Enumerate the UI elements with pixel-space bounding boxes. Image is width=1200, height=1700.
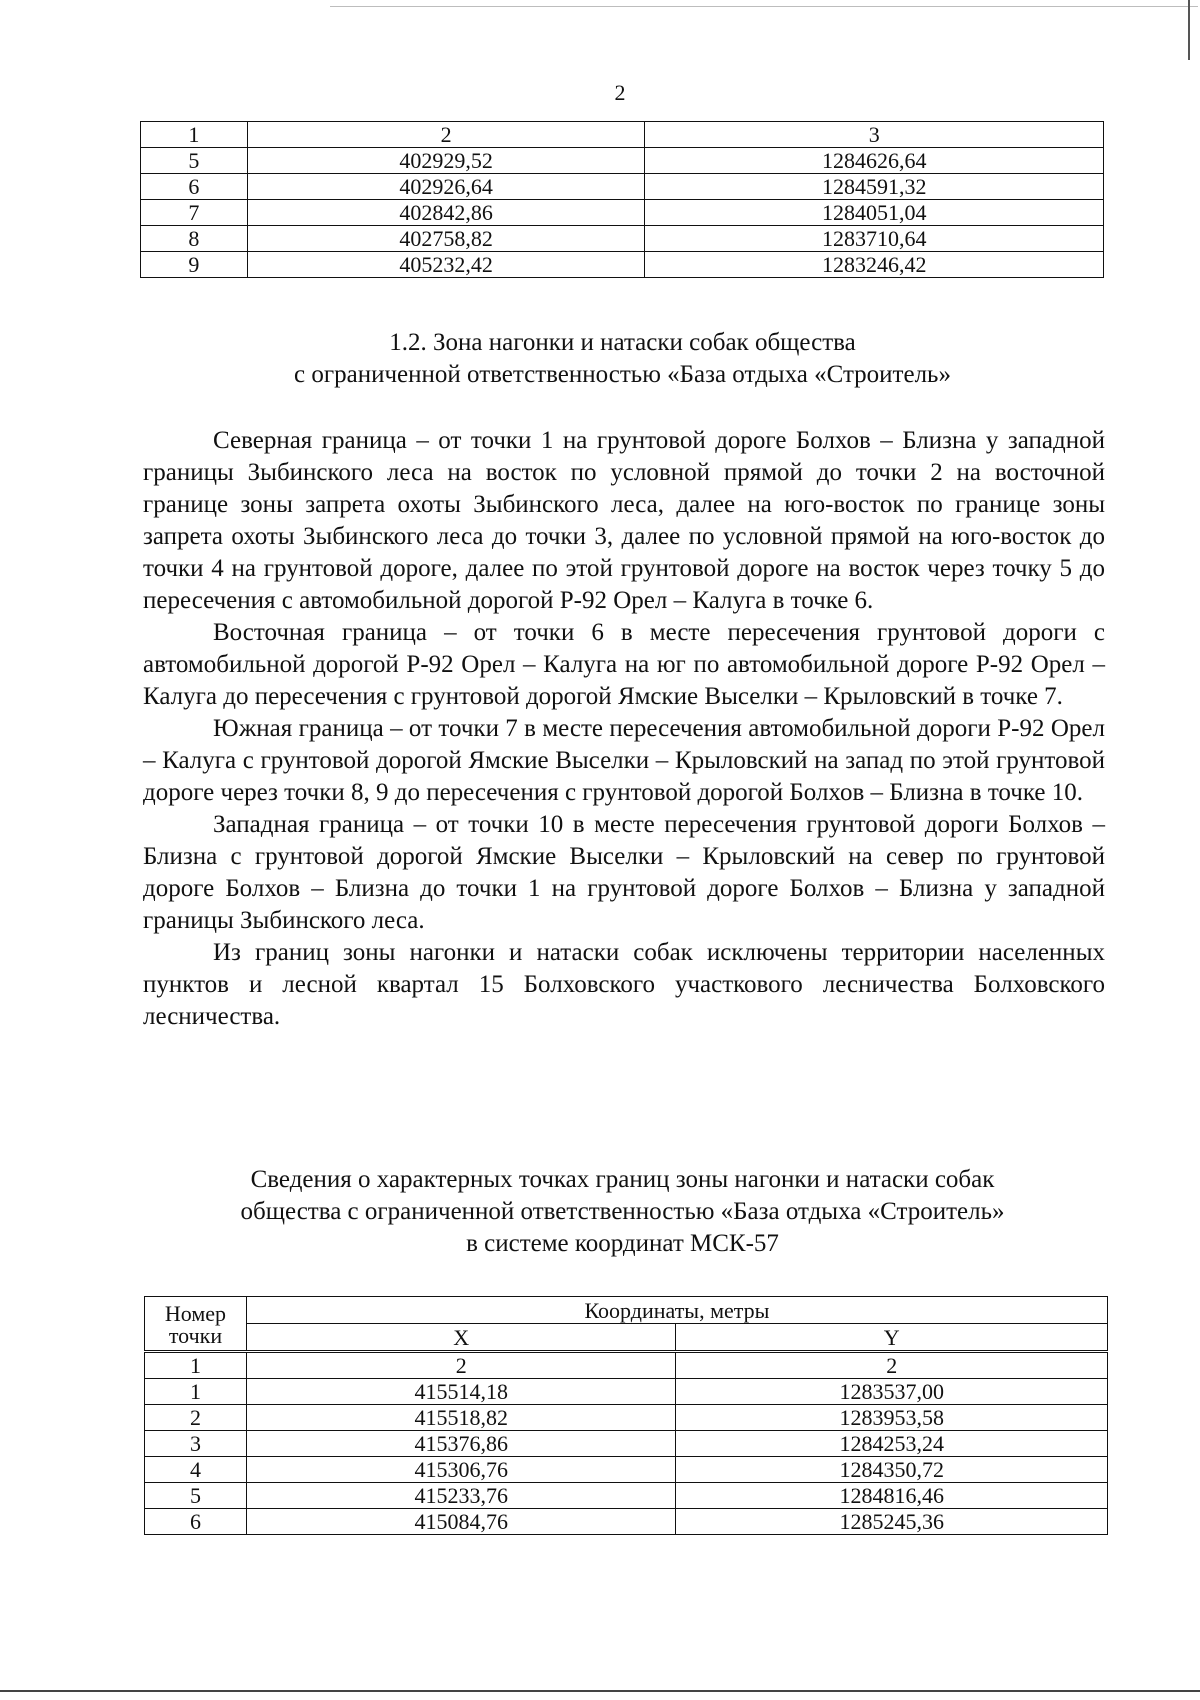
column-numbering-row [145,1352,1108,1379]
table-cell: 2 [145,1405,247,1431]
table-cell: 1 [145,1352,247,1379]
table-row [145,1379,1108,1405]
table-row [141,252,1104,278]
table-cell: 402929,52 [247,148,645,174]
table-cell: 402926,64 [247,174,645,200]
table-cell: 5 [145,1483,247,1509]
y-header: Y [676,1324,1108,1352]
coordinates-table [144,1296,1108,1535]
table-cell: 405232,42 [247,252,645,278]
table-cell: 1285245,36 [676,1509,1108,1535]
table-cell: 4 [145,1457,247,1483]
table-cell: 3 [645,122,1104,148]
boundary-description [143,425,1105,1033]
table-cell: 6 [145,1509,247,1535]
table-cell: 415514,18 [246,1379,676,1405]
point-number-header [145,1297,247,1352]
table-row [145,1431,1108,1457]
table-cell: 8 [141,226,248,252]
table-cell: 415376,86 [246,1431,676,1457]
x-header: X [246,1324,676,1352]
table-cell: 1284051,04 [645,200,1104,226]
header-text: Номер [164,1300,227,1326]
table-title-line: в системе координат МСК-57 [466,1230,779,1257]
table-cell: 1283710,64 [645,226,1104,252]
table-cell: 402842,86 [247,200,645,226]
section-heading-line: 1.2. Зона нагонки и натаски собак общества [389,329,856,356]
table-title-line: общества с ограниченной ответственностью «База отдыха «Строитель» [240,1198,1005,1225]
table-cell: 2 [247,122,645,148]
scan-edge-top [330,6,1198,7]
table-cell: 1283246,42 [645,252,1104,278]
table-header-row [145,1324,1108,1352]
table-cell: 2 [246,1352,676,1379]
table-cell: 6 [141,174,248,200]
table-row [145,1483,1108,1509]
header-text: точки [168,1322,223,1348]
table-cell: 415084,76 [246,1509,676,1535]
table-cell: 1284591,32 [645,174,1104,200]
scan-edge-bottom [0,1690,1200,1692]
paragraph-west-boundary: Западная граница – от точки 10 в месте пересечения грунтовой дороги Болхов – Близна с грунтовой дорогой Ямские Выселки – Крыловский на север по грунтовой дороге Болхов – Близна до точки 1 на грунтовой дороге Болхов – Близна у западной границы Зыбинского леса. [143,811,1105,934]
table-cell: 9 [141,252,248,278]
table-row [141,148,1104,174]
table-cell: 1284350,72 [676,1457,1108,1483]
section-heading [0,327,1200,391]
table-row [145,1457,1108,1483]
table-header-row [145,1297,1108,1324]
table-cell: 5 [141,148,248,174]
table-cell: 1283953,58 [676,1405,1108,1431]
coordinates-header: Координаты, метры [246,1297,1107,1324]
table-cell: 7 [141,200,248,226]
paragraph-north-boundary: Северная граница – от точки 1 на грунтовой дороге Болхов – Близна у западной границы Зыбинского леса на восток по условной прямой до точки 2 на восточной границе зоны запрета охоты Зыбинского леса, далее на юго-восток по границе зоны запрета охоты Зыбинского леса до точки 3, далее по условной прямой на юго-восток до точки 4 на грунтовой дороге, далее по этой грунтовой дороге на восток через точку 5 до пересечения с автомобильной дорогой Р-92 Орел – Калуга в точке 6. [143,427,1105,614]
table-title [0,1164,1200,1260]
paragraph-south-boundary: Южная граница – от точки 7 в месте пересечения автомобильной дороги Р-92 Орел – Калуга с грунтовой дорогой Ямские Выселки – Крыловский на запад по этой грунтовой дороге через точки 8, 9 до пересечения с грунтовой дорогой Болхов – Близна в точке 10. [143,715,1105,806]
table-row [145,1405,1108,1431]
table-title-line: Сведения о характерных точках границ зоны нагонки и натаски собак [250,1166,995,1193]
table-row [141,200,1104,226]
paragraph-exclusions: Из границ зоны нагонки и натаски собак исключены территории населенных пунктов и лесной квартал 15 Болховского участкового лесничества Болховского лесничества. [143,939,1105,1030]
table-cell: 1 [141,122,248,148]
table-row [141,226,1104,252]
section-heading-line: с ограниченной ответственностью «База отдыха «Строитель» [294,361,951,388]
scan-edge-right [1188,0,1190,60]
coordinates-table-continued [140,121,1104,278]
page-number: 2 [614,80,626,105]
table-cell: 1 [145,1379,247,1405]
table-cell: 1283537,00 [676,1379,1108,1405]
table-cell: 415306,76 [246,1457,676,1483]
table-cell: 1284253,24 [676,1431,1108,1457]
paragraph-east-boundary: Восточная граница – от точки 6 в месте пересечения грунтовой дороги с автомобильной дорогой Р-92 Орел – Калуга на юг по автомобильной дороге Р-92 Орел – Калуга до пересечения с грунтовой дорогой Ямские Выселки – Крыловский в точке 7. [143,619,1105,710]
table-cell: 415518,82 [246,1405,676,1431]
table-cell: 1284626,64 [645,148,1104,174]
table-cell: 2 [676,1352,1108,1379]
table-row [141,174,1104,200]
table-cell: 402758,82 [247,226,645,252]
table-cell: 3 [145,1431,247,1457]
table-cell: 415233,76 [246,1483,676,1509]
table-cell: 1284816,46 [676,1483,1108,1509]
table-row [145,1509,1108,1535]
table-header-row [141,122,1104,148]
